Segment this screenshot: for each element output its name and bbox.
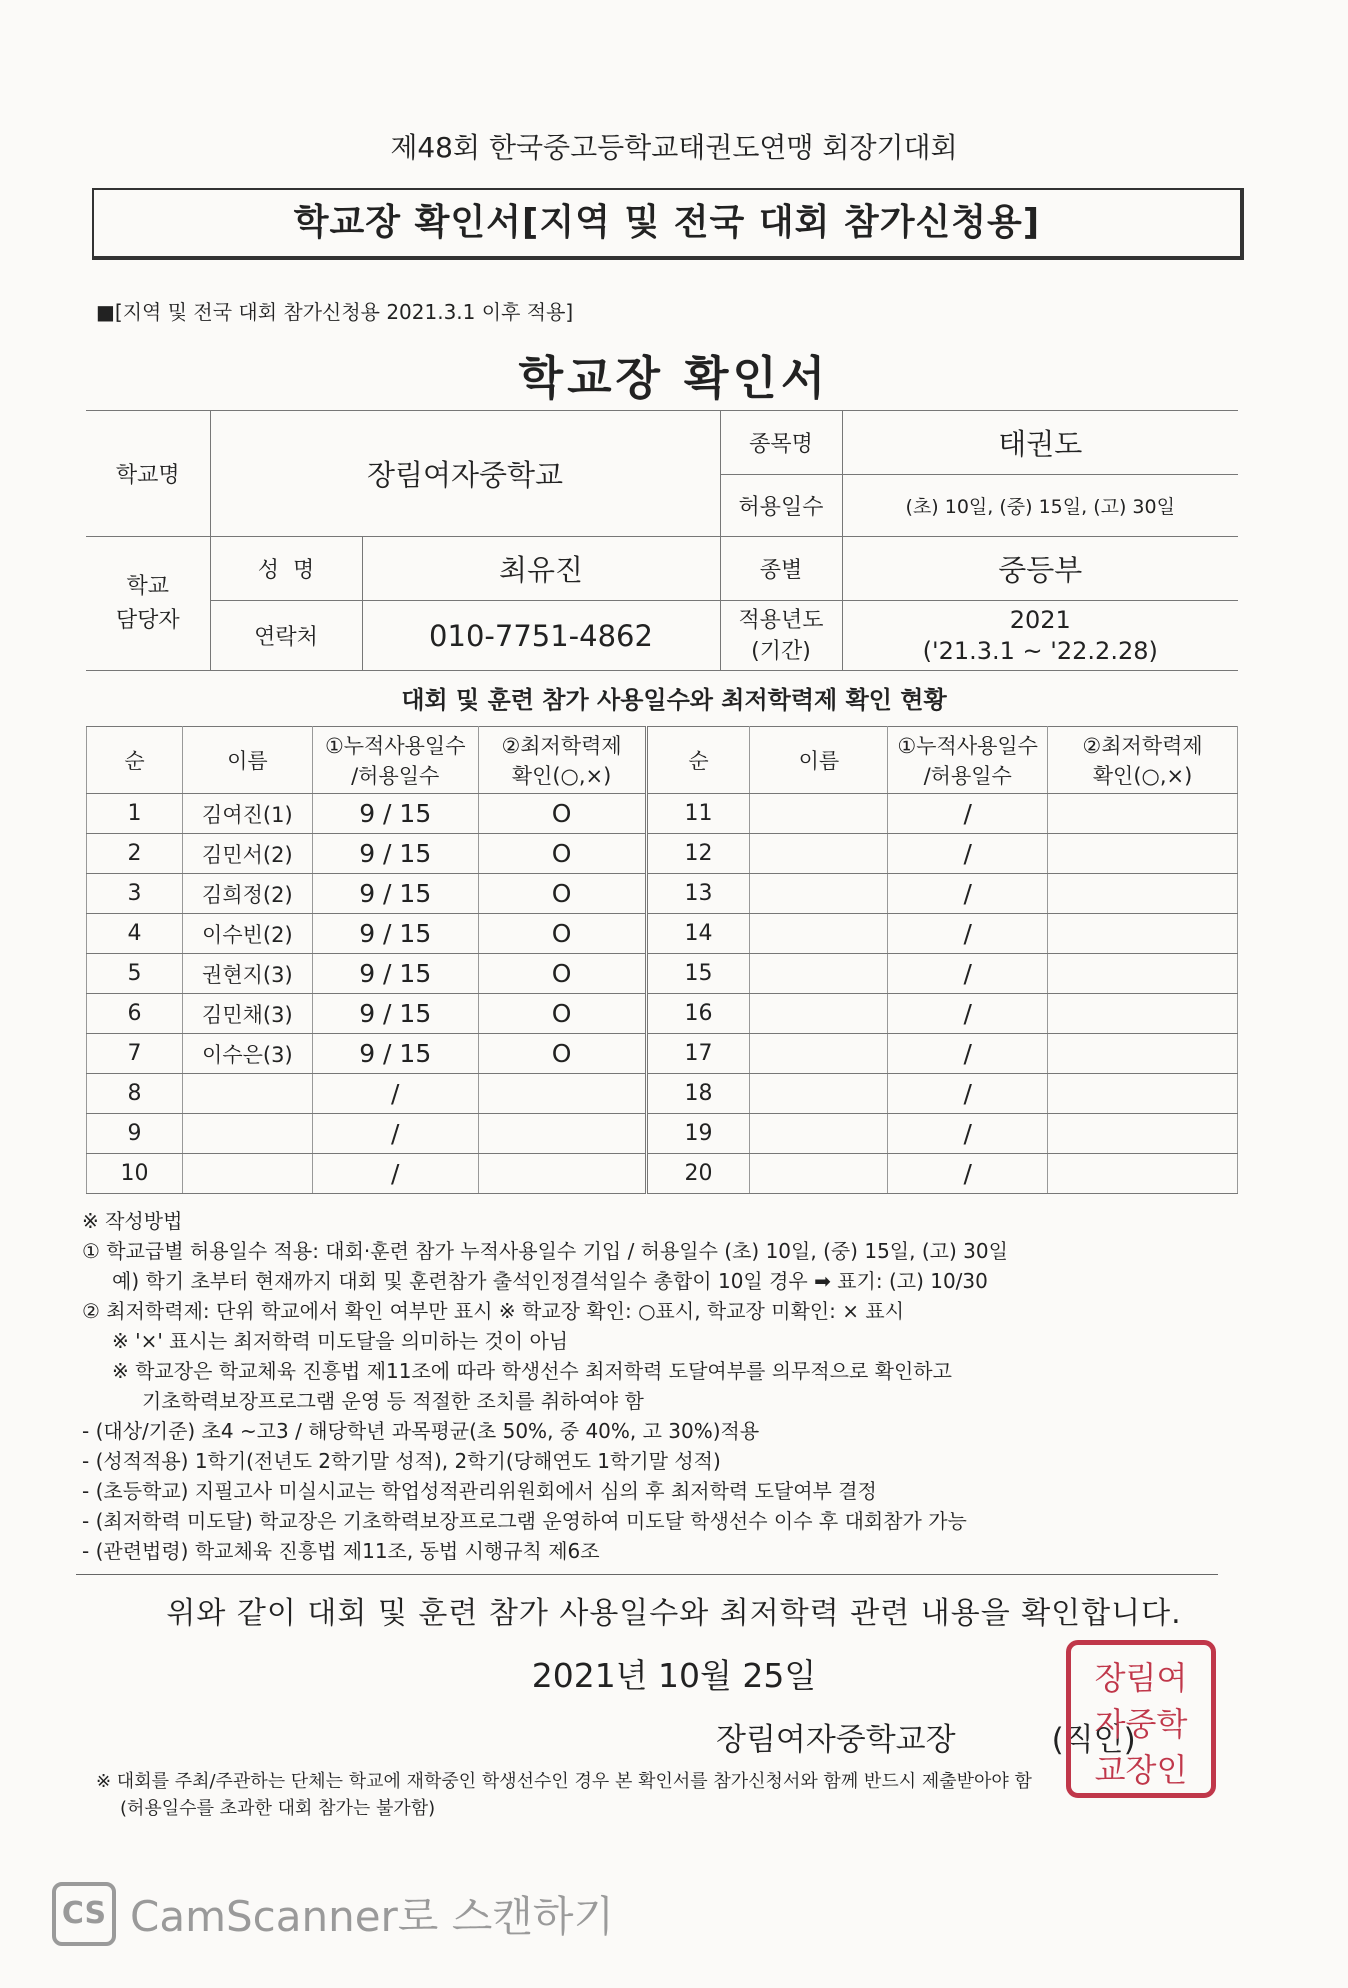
status-row <box>87 1154 1238 1194</box>
academic-check <box>1048 994 1238 1034</box>
official-seal-stamp: 장림여 자중학 교장인 <box>1066 1640 1216 1798</box>
academic-check <box>478 1154 646 1194</box>
athlete-name: 권현지(3) <box>182 954 312 994</box>
status-row <box>87 954 1238 994</box>
detail-target: - (대상/기준) 초4 ~고3 / 해당학년 과목평균(초 50%, 중 40%, 고 30%)적용 <box>82 1419 760 1443</box>
school-name-label: 학교명 <box>86 411 210 537</box>
days-used: / <box>888 914 1048 954</box>
days-used: / <box>888 834 1048 874</box>
status-row <box>87 994 1238 1034</box>
days-used: / <box>888 1074 1048 1114</box>
row-number: 7 <box>87 1034 183 1074</box>
academic-check <box>1048 1114 1238 1154</box>
academic-check <box>1048 1154 1238 1194</box>
detail-below-min: - (최저학력 미도달) 학교장은 기초학력보장프로그램 운영하여 미도달 학생선수 이수 후 대회참가 가능 <box>82 1509 967 1533</box>
row-number: 2 <box>87 834 183 874</box>
footnote-line-2: (허용일수를 초과한 대회 참가는 불가함) <box>120 1798 436 1819</box>
days-used: / <box>888 954 1048 994</box>
row-number: 6 <box>87 994 183 1034</box>
days-used: 9 / 15 <box>312 794 478 834</box>
row-number: 16 <box>646 994 750 1034</box>
athlete-name <box>750 954 888 994</box>
athlete-name <box>750 874 888 914</box>
row-number: 12 <box>646 834 750 874</box>
athlete-name <box>750 1074 888 1114</box>
allowed-days-value: (초) 10일, (중) 15일, (고) 30일 <box>842 475 1238 537</box>
athlete-name: 김여진(1) <box>182 794 312 834</box>
athlete-name: 김민서(2) <box>182 834 312 874</box>
period-value: 2021 ('21.3.1 ~ '22.2.28) <box>842 601 1238 671</box>
row-number: 19 <box>646 1114 750 1154</box>
days-used: 9 / 15 <box>312 994 478 1034</box>
division-label: 종별 <box>720 537 842 601</box>
application-note: ■[지역 및 전국 대회 참가신청용 2021.3.1 이후 적용] <box>96 300 574 324</box>
row-number: 1 <box>87 794 183 834</box>
athlete-name: 이수은(3) <box>182 1034 312 1074</box>
academic-check <box>1048 794 1238 834</box>
athlete-name <box>750 1154 888 1194</box>
days-used: 9 / 15 <box>312 954 478 994</box>
row-number: 13 <box>646 874 750 914</box>
athlete-name <box>750 1034 888 1074</box>
days-used: / <box>312 1154 478 1194</box>
col-header-academic: ②최저학력제 확인(○,×) <box>1048 727 1238 794</box>
academic-check <box>1048 874 1238 914</box>
athlete-name <box>750 914 888 954</box>
academic-check <box>1048 1034 1238 1074</box>
camscanner-watermark <box>52 1882 614 1946</box>
academic-check: O <box>478 794 646 834</box>
athlete-name <box>182 1154 312 1194</box>
manager-label: 학교 담당자 <box>86 537 210 671</box>
division-value: 중등부 <box>842 537 1238 601</box>
school-info-table <box>86 410 1238 671</box>
status-row <box>87 914 1238 954</box>
row-number: 3 <box>87 874 183 914</box>
academic-check: O <box>478 834 646 874</box>
athlete-name <box>750 794 888 834</box>
academic-check <box>1048 1074 1238 1114</box>
manager-name-label: 성 명 <box>210 537 362 601</box>
athlete-name <box>750 834 888 874</box>
instructions <box>82 1206 1262 1566</box>
manager-name-value: 최유진 <box>362 537 720 601</box>
row-number: 10 <box>87 1154 183 1194</box>
col-header-days: ①누적사용일수 /허용일수 <box>312 727 478 794</box>
instruction-2: ② 최저학력제: 단위 학교에서 확인 여부만 표시 ※ 학교장 확인: ○표시, 학교장 미확인: × 표시 <box>82 1299 905 1323</box>
days-used: / <box>312 1114 478 1154</box>
footnote <box>96 1768 1032 1822</box>
instruction-1: ① 학교급별 허용일수 적용: 대회·훈련 참가 누적사용일수 기입 / 허용일수 (초) 10일, (중) 15일, (고) 30일 <box>82 1239 1008 1263</box>
form-title-box: 학교장 확인서[지역 및 전국 대회 참가신청용] <box>92 188 1244 260</box>
issue-date: 2021년 10월 25일 <box>531 1656 817 1695</box>
academic-check <box>1048 954 1238 994</box>
event-label: 종목명 <box>720 411 842 475</box>
athlete-name <box>182 1074 312 1114</box>
days-used: / <box>312 1074 478 1114</box>
official-seal-label: (직인) <box>1051 1722 1136 1758</box>
camscanner-logo-icon: CS <box>52 1882 116 1946</box>
row-number: 17 <box>646 1034 750 1074</box>
row-number: 4 <box>87 914 183 954</box>
row-number: 15 <box>646 954 750 994</box>
row-number: 8 <box>87 1074 183 1114</box>
camscanner-text: CamScanner로 스캔하기 <box>130 1892 615 1941</box>
academic-check <box>1048 834 1238 874</box>
event-title: 제48회 한국중고등학교태권도연맹 회장기대회 <box>390 131 958 164</box>
col-header-no: 순 <box>87 727 183 794</box>
divider <box>76 1574 1218 1575</box>
academic-check: O <box>478 914 646 954</box>
athlete-name <box>182 1114 312 1154</box>
col-header-academic: ②최저학력제 확인(○,×) <box>478 727 646 794</box>
status-header-row <box>87 727 1238 794</box>
instruction-1-example: 예) 학기 초부터 현재까지 대회 및 훈련참가 출석인정결석일수 총합이 10일 경우 ➡ 표기: (고) 10/30 <box>112 1269 988 1293</box>
principal-name: 장림여자중학교장 <box>716 1722 956 1758</box>
period-label: 적용년도 (기간) <box>720 601 842 671</box>
athlete-name: 이수빈(2) <box>182 914 312 954</box>
days-used: / <box>888 1114 1048 1154</box>
days-used: 9 / 15 <box>312 834 478 874</box>
instruction-2-note-a: ※ '×' 표시는 최저학력 미도달을 의미하는 것이 아님 <box>112 1329 569 1353</box>
footnote-line-1: ※ 대회를 주최/주관하는 단체는 학교에 재학중인 학생선수인 경우 본 확인서를 참가신청서와 함께 반드시 제출받아야 함 <box>96 1771 1032 1792</box>
event-value: 태권도 <box>842 411 1238 475</box>
athlete-name: 김희정(2) <box>182 874 312 914</box>
main-title: 학교장 확인서 <box>518 351 830 405</box>
days-used: 9 / 15 <box>312 1034 478 1074</box>
status-row <box>87 794 1238 834</box>
row-number: 5 <box>87 954 183 994</box>
col-header-name: 이름 <box>182 727 312 794</box>
days-used: 9 / 15 <box>312 914 478 954</box>
row-number: 14 <box>646 914 750 954</box>
col-header-name: 이름 <box>750 727 888 794</box>
athlete-name: 김민채(3) <box>182 994 312 1034</box>
status-table-title: 대회 및 훈련 참가 사용일수와 최저학력제 확인 현황 <box>401 686 947 714</box>
academic-check: O <box>478 874 646 914</box>
days-used: 9 / 15 <box>312 874 478 914</box>
status-table <box>86 726 1238 1194</box>
academic-check <box>478 1074 646 1114</box>
academic-check: O <box>478 994 646 1034</box>
status-row <box>87 874 1238 914</box>
instruction-2-note-b: ※ 학교장은 학교체육 진흥법 제11조에 따라 학생선수 최저학력 도달여부를 의무적으로 확인하고 <box>112 1359 952 1383</box>
contact-label: 연락처 <box>210 601 362 671</box>
detail-grades: - (성적적용) 1학기(전년도 2학기말 성적), 2학기(당해연도 1학기말 성적) <box>82 1449 721 1473</box>
academic-check <box>478 1114 646 1154</box>
row-number: 18 <box>646 1074 750 1114</box>
col-header-no: 순 <box>646 727 750 794</box>
status-row <box>87 1074 1238 1114</box>
days-used: / <box>888 994 1048 1034</box>
detail-elementary: - (초등학교) 지필고사 미실시교는 학업성적관리위원회에서 심의 후 최저학력 도달여부 결정 <box>82 1479 877 1503</box>
days-used: / <box>888 1154 1048 1194</box>
academic-check: O <box>478 954 646 994</box>
row-number: 9 <box>87 1114 183 1154</box>
status-row <box>87 1114 1238 1154</box>
status-row <box>87 834 1238 874</box>
col-header-days: ①누적사용일수 /허용일수 <box>888 727 1048 794</box>
school-name-value: 장림여자중학교 <box>210 411 720 537</box>
instructions-heading: ※ 작성방법 <box>82 1209 183 1233</box>
days-used: / <box>888 794 1048 834</box>
contact-value: 010-7751-4862 <box>362 601 720 671</box>
detail-law: - (관련법령) 학교체육 진흥법 제11조, 동법 시행규칙 제6조 <box>82 1539 600 1563</box>
row-number: 11 <box>646 794 750 834</box>
instruction-2-note-b-cont: 기초학력보장프로그램 운영 등 적절한 조치를 취하여야 함 <box>142 1389 644 1413</box>
allowed-days-label: 허용일수 <box>720 475 842 537</box>
row-number: 20 <box>646 1154 750 1194</box>
academic-check <box>1048 914 1238 954</box>
athlete-name <box>750 1114 888 1154</box>
confirmation-statement: 위와 같이 대회 및 훈련 참가 사용일수와 최저학력 관련 내용을 확인합니다. <box>166 1596 1182 1631</box>
status-row <box>87 1034 1238 1074</box>
days-used: / <box>888 1034 1048 1074</box>
athlete-name <box>750 994 888 1034</box>
days-used: / <box>888 874 1048 914</box>
academic-check: O <box>478 1034 646 1074</box>
